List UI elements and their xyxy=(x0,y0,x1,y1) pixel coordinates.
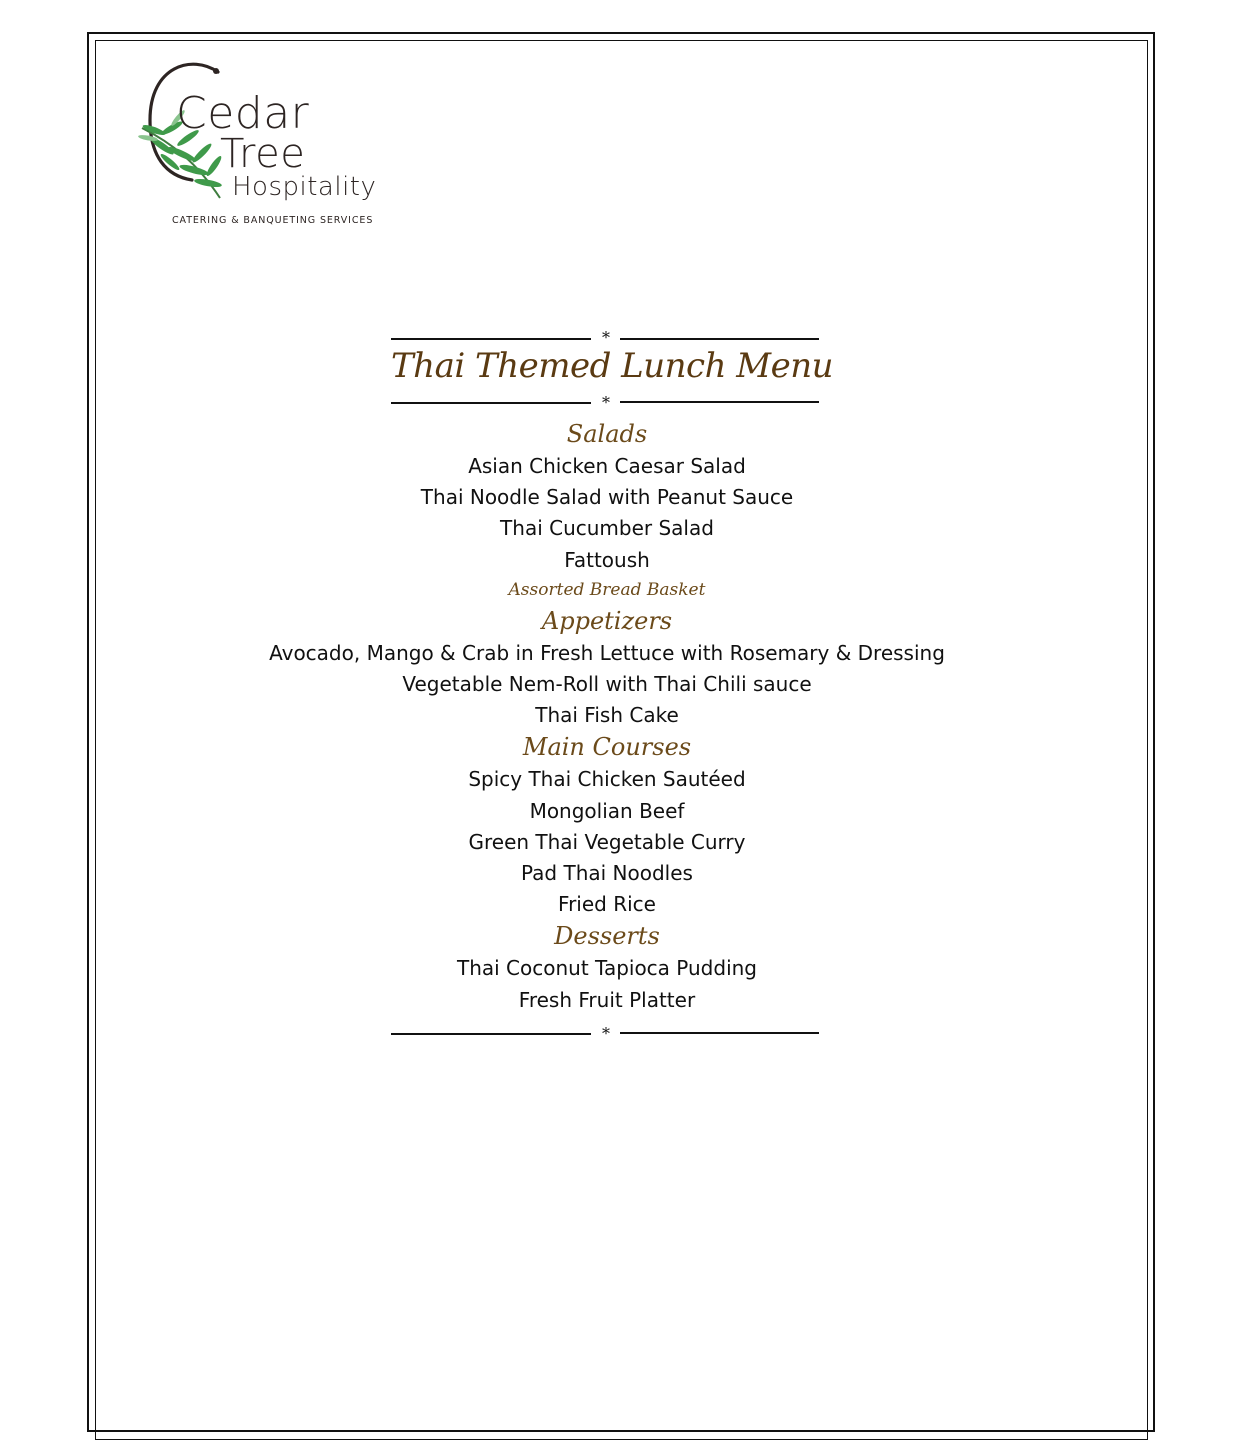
menu-item: Green Thai Vegetable Curry xyxy=(468,829,746,854)
divider-star: * xyxy=(602,328,610,347)
menu-section-heading: Appetizers xyxy=(541,606,673,635)
menu-item: Fresh Fruit Platter xyxy=(518,987,696,1012)
menu-item: Pad Thai Noodles xyxy=(521,861,693,886)
menu-item: Thai Cucumber Salad xyxy=(500,516,714,541)
menu-item: Thai Fish Cake xyxy=(535,703,679,728)
divider-star: * xyxy=(602,393,610,412)
menu-section-heading: Salads xyxy=(566,420,648,448)
divider-line xyxy=(391,1033,591,1035)
menu-section-heading: Desserts xyxy=(554,922,660,951)
logo-word-hospitality: Hospitality xyxy=(232,172,377,202)
menu-item: Mongolian Beef xyxy=(529,798,685,823)
menu-section-heading: Assorted Bread Basket xyxy=(508,579,706,600)
menu-item: Vegetable Nem-Roll with Thai Chili sauce xyxy=(402,672,812,697)
menu-list xyxy=(96,418,1118,1016)
logo-word-cedar: Cedar xyxy=(176,88,310,139)
divider-line xyxy=(620,401,819,403)
menu-title: Thai Themed Lunch Menu xyxy=(391,346,834,386)
menu-item: Thai Noodle Salad with Peanut Sauce xyxy=(420,485,794,510)
logo-tagline: CATERING & BANQUETING SERVICES xyxy=(172,215,374,226)
divider-line xyxy=(391,402,591,404)
menu-item: Asian Chicken Caesar Salad xyxy=(468,454,746,478)
menu-item: Spicy Thai Chicken Sautéed xyxy=(468,767,746,792)
menu-item: Fattoush xyxy=(564,547,650,572)
divider-line xyxy=(620,1032,819,1034)
divider-line xyxy=(620,338,819,340)
menu-section-heading: Main Courses xyxy=(522,733,692,762)
divider-star: * xyxy=(602,1024,610,1043)
logo-word-tree: Tree xyxy=(220,131,306,177)
divider-line xyxy=(391,338,591,340)
menu-item: Avocado, Mango & Crab in Fresh Lettuce with Rosemary & Dressing xyxy=(269,640,945,665)
menu-item: Fried Rice xyxy=(558,892,656,917)
company-logo xyxy=(132,58,377,233)
menu-item: Thai Coconut Tapioca Pudding xyxy=(456,956,757,981)
